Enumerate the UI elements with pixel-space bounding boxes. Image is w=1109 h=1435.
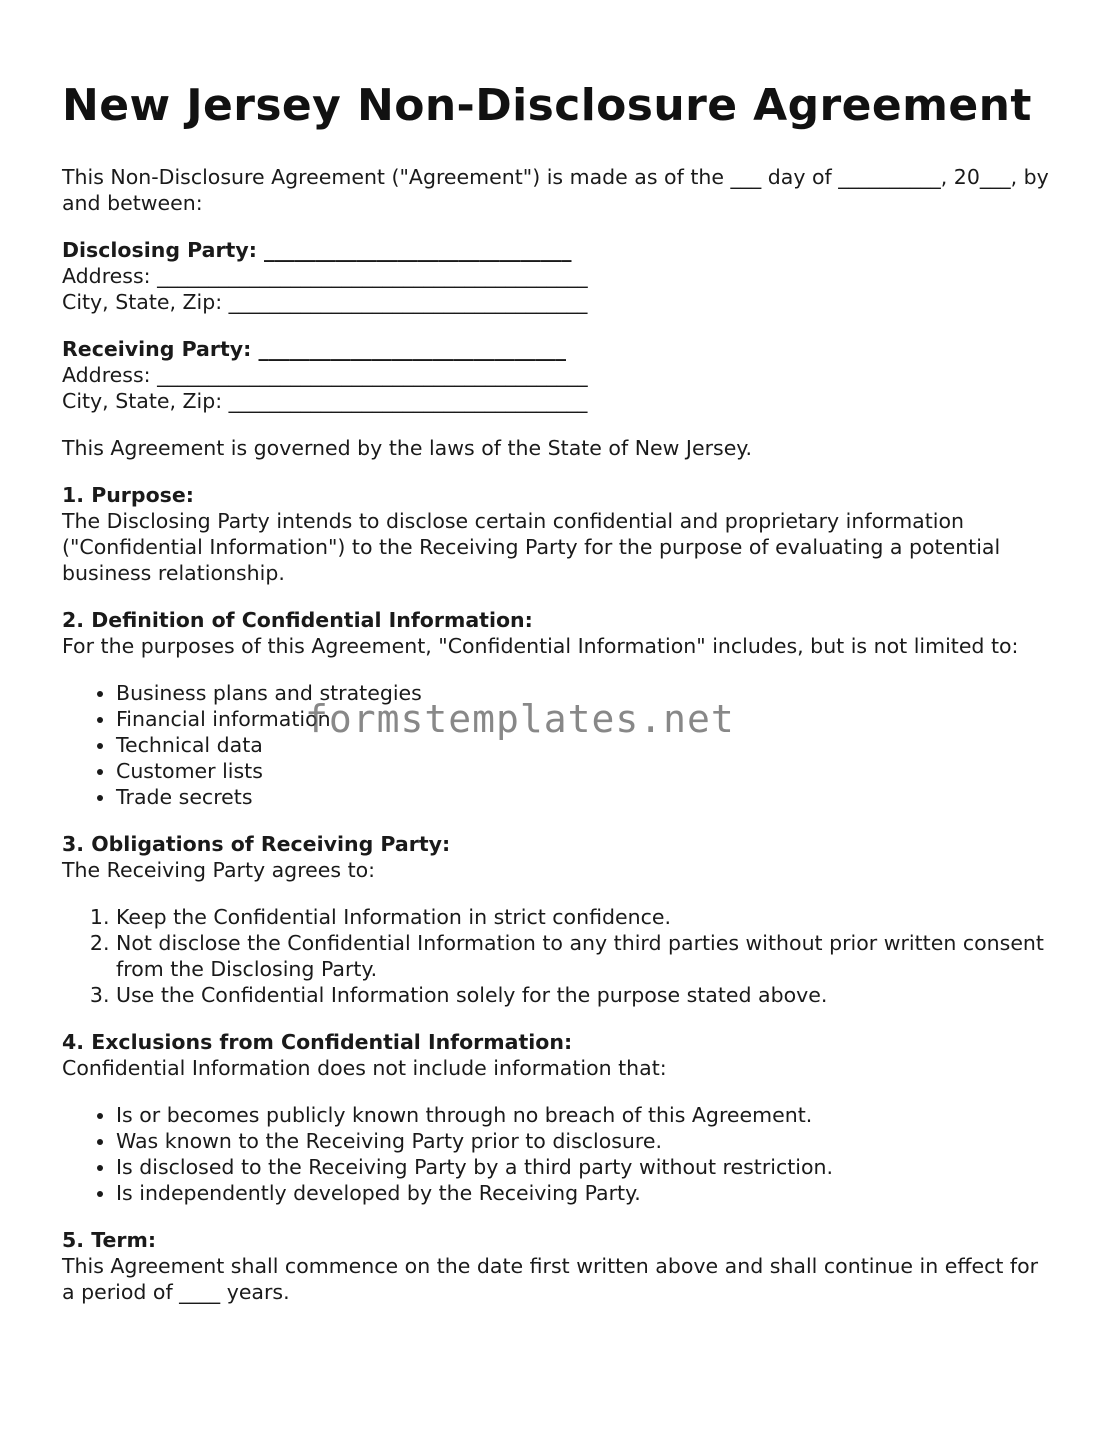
section-body: This Agreement shall commence on the date first written above and shall continue in effect for a period of ____ years. [62,1254,1039,1304]
list-item: • Customer lists [116,758,1052,784]
document-title: New Jersey Non-Disclosure Agreement [62,80,1032,131]
disclosing-party-block [62,237,1052,315]
intro-paragraph: This Non-Disclosure Agreement ("Agreement") is made as of the ___ day of __________, 20___, by and between: [62,165,1049,215]
section-heading: 5. Term: [62,1228,157,1252]
receiving-party-label: Receiving Party: ______________________________ [62,337,566,361]
section-term [62,1227,1052,1305]
governing-law-paragraph: This Agreement is governed by the laws of the State of New Jersey. [62,436,753,460]
definition-list [62,680,1052,810]
section-body: The Receiving Party agrees to: [62,858,376,882]
receiving-party-address: Address: __________________________________________ [62,363,588,387]
section-body: Confidential Information does not include information that: [62,1056,667,1080]
list-item: • Business plans and strategies [116,680,1052,706]
disclosing-party-city: City, State, Zip: ___________________________________ [62,290,588,314]
section-body: For the purposes of this Agreement, "Confidential Information" includes, but is not limited to: [62,634,1019,658]
exclusions-list [62,1102,1052,1206]
section-obligations [62,831,1052,1008]
list-item: 1. Keep the Confidential Information in strict confidence. [116,904,1052,930]
list-item: • Is independently developed by the Receiving Party. [116,1180,1052,1206]
section-body: The Disclosing Party intends to disclose certain confidential and proprietary information ("Confidential Information") to the Receiving Party for the purpose of evaluating a potential business relationship. [62,509,1001,585]
receiving-party-block [62,336,1052,414]
receiving-party-city: City, State, Zip: ___________________________________ [62,389,588,413]
list-item: • Was known to the Receiving Party prior to disclosure. [116,1128,1052,1154]
section-heading: 3. Obligations of Receiving Party: [62,832,451,856]
disclosing-party-label: Disclosing Party: ______________________________ [62,238,572,262]
obligations-list [62,904,1052,1008]
section-heading: 2. Definition of Confidential Information: [62,608,533,632]
section-heading: 1. Purpose: [62,483,194,507]
list-item: • Technical data [116,732,1052,758]
list-item: 3. Use the Confidential Information solely for the purpose stated above. [116,982,1052,1008]
watermark-text: formstemplates.net [305,697,735,741]
section-definition [62,607,1052,810]
document-page [62,78,1052,1326]
list-item: • Financial information [116,706,1052,732]
section-exclusions [62,1029,1052,1206]
list-item: • Is disclosed to the Receiving Party by a third party without restriction. [116,1154,1052,1180]
list-item: • Trade secrets [116,784,1052,810]
section-heading: 4. Exclusions from Confidential Information: [62,1030,573,1054]
list-item: 2. Not disclose the Confidential Information to any third parties without prior written consent from the Disclosing Party. [116,930,1052,982]
list-item: • Is or becomes publicly known through no breach of this Agreement. [116,1102,1052,1128]
disclosing-party-address: Address: __________________________________________ [62,264,588,288]
section-purpose [62,482,1052,586]
